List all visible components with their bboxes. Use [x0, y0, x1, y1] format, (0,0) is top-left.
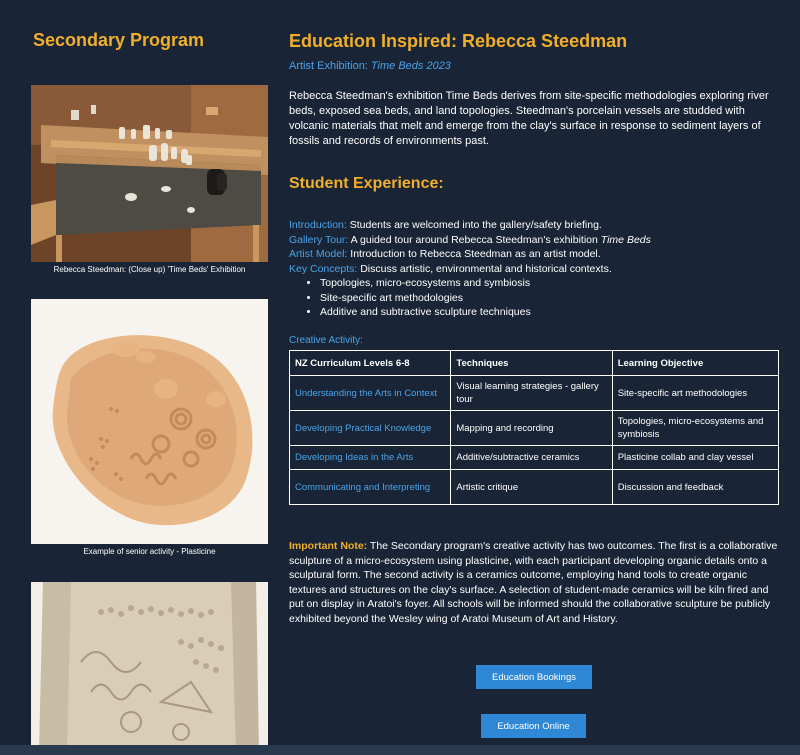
- technique-cell: Visual learning strategies - gallery tour: [451, 376, 612, 411]
- table-row: [290, 446, 779, 470]
- objective-cell: Plasticine collab and clay vessel: [612, 446, 778, 470]
- introduction-label: Introduction:: [289, 219, 347, 231]
- curriculum-level-cell: Communicating and Interpreting: [290, 470, 451, 505]
- experience-gallery-tour: [289, 233, 779, 248]
- education-online-button[interactable]: Education Online: [481, 714, 586, 738]
- gallery-tour-label: Gallery Tour:: [289, 233, 349, 246]
- key-concepts-label: Key Concepts:: [289, 262, 358, 275]
- experience-heading: Student Experience:: [289, 175, 444, 192]
- table-header-row: [290, 351, 779, 376]
- introduction-text: Students are welcomed into the gallery/safety briefing.: [346, 219, 602, 231]
- column-header: NZ Curriculum Levels 6-8: [290, 351, 451, 376]
- objective-cell: Topologies, micro-ecosystems and symbiosis: [612, 411, 778, 446]
- table-row: [290, 470, 779, 505]
- creative-activity-label: Creative Activity:: [289, 335, 363, 346]
- exhibition-description: Rebecca Steedman's exhibition Time Beds derives from site-specific methodologies exploring river beds, exposed sea beds, and land topologies. Steedman's porcelain vessels are studded with volcanic materials that melt and emerge from the clay's surface in response to sediment layers of fossils and records of environments past.: [289, 90, 769, 147]
- list-item: • Site-specific art methodologies: [320, 291, 779, 306]
- ceramic-vessel-photo: [31, 582, 268, 755]
- subtitle-prefix: Artist Exhibition:: [289, 60, 371, 72]
- technique-cell: Additive/subtractive ceramics: [451, 446, 612, 470]
- plasticine-photo: [31, 299, 268, 544]
- exhibition-subtitle: [289, 60, 451, 72]
- curriculum-level-cell: Developing Practical Knowledge: [290, 411, 451, 446]
- important-note: [289, 539, 779, 627]
- experience-list: [289, 218, 779, 320]
- gallery-tour-exhibition: Time Beds: [600, 233, 651, 246]
- bottom-scrollbar[interactable]: [0, 745, 800, 755]
- page-title: Education Inspired: Rebecca Steedman: [289, 31, 628, 51]
- subtitle-exhibition-name: Time Beds 2023: [370, 60, 451, 72]
- important-note-label: Important Note:: [289, 540, 368, 552]
- artist-model-text: Introduction to Rebecca Steedman as an artist model.: [347, 248, 601, 260]
- column-header: Techniques: [451, 351, 612, 376]
- exhibition-photo: [31, 85, 268, 262]
- table-row: [290, 411, 779, 446]
- education-bookings-button[interactable]: Education Bookings: [476, 665, 592, 689]
- objective-cell: Discussion and feedback: [612, 470, 778, 505]
- key-concepts-bullets: [289, 276, 779, 320]
- list-item: • Topologies, micro-ecosystems and symbiosis: [320, 276, 779, 291]
- objective-cell: Site-specific art methodologies: [612, 376, 778, 411]
- experience-artist-model: [289, 247, 779, 262]
- list-item: • Additive and subtractive sculpture techniques: [320, 305, 779, 320]
- section-heading: Secondary Program: [33, 30, 205, 50]
- experience-introduction: [289, 218, 779, 233]
- technique-cell: Mapping and recording: [451, 411, 612, 446]
- gallery-tour-text: A guided tour around Rebecca Steedman's exhibition: [348, 233, 601, 246]
- artist-model-label: Artist Model:: [289, 248, 348, 260]
- curriculum-level-cell: Understanding the Arts in Context: [290, 376, 451, 411]
- plasticine-caption: Example of senior activity - Plasticine: [83, 547, 216, 556]
- important-note-text: The Secondary program's creative activity has two outcomes. The first is a collaborative sculpture of a micro-ecosystem using plasticine, with each participant developing organic details onto a sculptural form. The second activity is a ceramics outcome, employing hand tools to create organic textures and structures on the clay's surface. A selection of student-made ceramics will be kiln fired and put on display in Aratoi's foyer. All schools will be informed should the collaborative sculpture be publicly exhibited beyond the Wesley wing of Aratoi Museum of Art and History.: [289, 540, 778, 625]
- curriculum-level-cell: Developing Ideas in the Arts: [290, 446, 451, 470]
- technique-cell: Artistic critique: [451, 470, 612, 505]
- exhibition-caption: Rebecca Steedman: (Close up) 'Time Beds' Exhibition: [53, 265, 246, 274]
- table-row: [290, 376, 779, 411]
- column-header: Learning Objective: [612, 351, 778, 376]
- curriculum-table: [289, 350, 779, 505]
- experience-key-concepts: [289, 262, 779, 277]
- key-concepts-text: Discuss artistic, environmental and historical contexts.: [357, 262, 612, 275]
